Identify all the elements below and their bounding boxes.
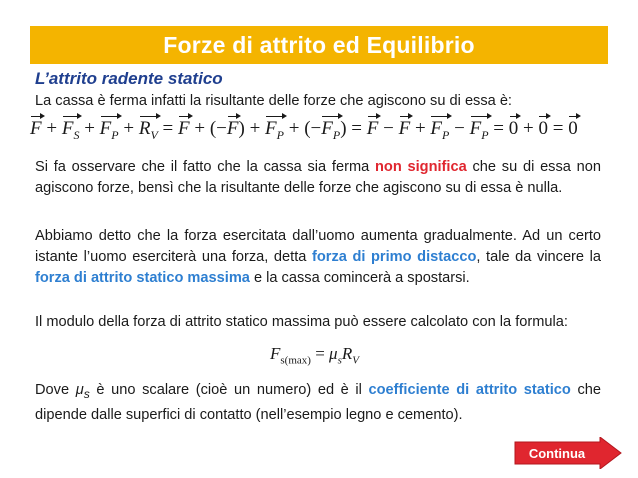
op-plus: + <box>84 118 95 139</box>
vector-fp-term: $F_P$ <box>99 118 119 142</box>
op-plus: + <box>523 118 534 139</box>
op-equals: = <box>162 118 174 139</box>
op-minus: − <box>216 118 227 139</box>
op-minus: − <box>454 118 465 139</box>
vector-fp-term: $F_P$ <box>265 118 284 142</box>
vector-rv-term: $R_V$ <box>138 118 158 142</box>
op-equals: = <box>552 118 564 139</box>
vector-f-term: F <box>226 118 239 139</box>
vector-f-term: F <box>178 118 190 139</box>
paragraph-first-detachment: Abbiamo detto che la forza esercitata dall’uomo aumenta gradualmente. Ad un certo istante l’uomo eserciterà una forza, detta forza di primo distacco, tale da vincere la forza di attrito statico massima e la cassa comincerà a spostarsi. <box>35 228 601 286</box>
paragraph-equilibrium: Si fa osservare che il fatto che la cassa sia ferma non significa che su di essa non agiscono forze, bensì che la risultante delle forze che agiscono su di essa è nulla. <box>35 159 602 196</box>
continue-button-label: Continua <box>528 445 586 461</box>
title-bar <box>30 26 608 64</box>
vector-zero: 0 <box>568 118 578 139</box>
vector-fp-term: $F_P$ <box>469 118 489 142</box>
continue-button[interactable] <box>514 437 622 469</box>
resultant-equation <box>30 118 620 148</box>
vector-f-term: F <box>30 118 42 139</box>
op-plus: + <box>414 118 426 139</box>
paren-open: ( <box>209 118 217 139</box>
vector-zero: 0 <box>508 118 519 139</box>
highlight-non-significa: non significa <box>375 159 467 175</box>
static-friction-formula: $F_{s(max)} = \mu_sR_V$ <box>270 344 359 367</box>
op-minus: − <box>310 118 322 139</box>
slide-title: Forze di attrito ed Equilibrio <box>163 31 475 58</box>
vector-zero: 0 <box>538 118 548 139</box>
op-plus: + <box>288 118 300 139</box>
paren-close: ) <box>238 118 245 139</box>
intro-text: La cassa è ferma infatti la risultante delle forze che agiscono su di essa è: <box>35 93 512 109</box>
vector-fp-term: $F_P$ <box>321 118 341 142</box>
vector-fs-term: $F_S$ <box>61 118 80 142</box>
op-equals: = <box>351 118 362 139</box>
highlight-coefficiente-attrito: coefficiente di attrito statico <box>368 382 571 398</box>
op-plus: + <box>194 118 206 139</box>
paren-open: ( <box>304 118 311 139</box>
op-plus: + <box>46 118 58 139</box>
paragraph-coefficient: Dove $\mu_s$ è uno scalare (cioè un numero) ed è il coefficiente di attrito statico che dipende dalle superfici di contatto (nell’esempio legno e cemento). <box>35 382 601 423</box>
op-minus: − <box>383 118 394 139</box>
paragraph-formula-intro: Il modulo della forza di attrito statico massima può essere calcolato con la formula: <box>35 314 568 330</box>
paren-close: ) <box>340 118 347 139</box>
highlight-attrito-statico-massima: forza di attrito statico massima <box>35 270 250 286</box>
highlight-primo-distacco: forza di primo distacco <box>311 249 477 265</box>
op-plus: + <box>249 118 261 139</box>
vector-f-term: F <box>398 118 411 139</box>
op-plus: + <box>123 118 135 139</box>
section-subtitle: L’attrito radente statico <box>35 69 223 88</box>
vector-f-term: F <box>366 118 379 139</box>
op-equals: = <box>493 118 504 139</box>
vector-fp-term: $F_P$ <box>430 118 450 142</box>
